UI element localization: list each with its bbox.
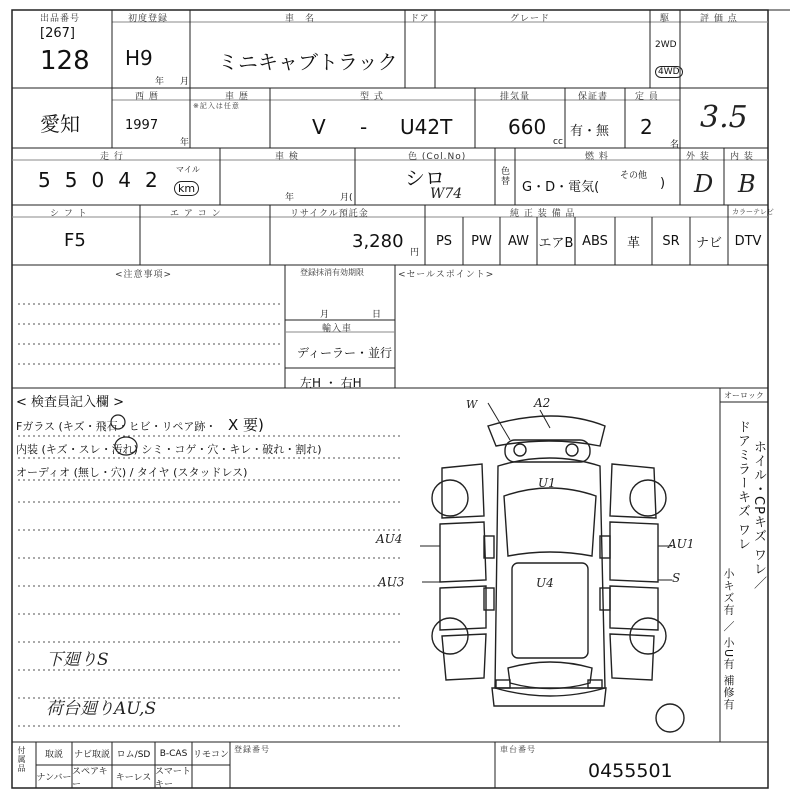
mileage-unit-km: km — [174, 181, 199, 196]
color-code: W74 — [430, 186, 463, 202]
door-label: ドア — [410, 14, 430, 24]
expiry-day-unit: 日 — [372, 310, 382, 320]
legend-column-2: ドアミラーキズ ワレ — [735, 420, 750, 552]
color-change-label: 色替 — [499, 166, 509, 186]
diagram-mark-right-rear: S — [672, 571, 681, 585]
car-name: ミニキャブトラック — [218, 50, 398, 74]
year-label: 西 暦 — [135, 92, 159, 102]
mileage-label: 走 行 — [100, 152, 124, 162]
option-manual: 取説 — [44, 750, 63, 760]
yen-unit: 円 — [410, 248, 420, 258]
displacement: 660 — [508, 115, 547, 139]
history-label: 車 歴 — [225, 92, 249, 102]
import-label: 輸入車 — [322, 324, 353, 334]
first-reg-month-unit: 月 — [180, 77, 190, 87]
color: シロ — [405, 166, 445, 190]
diagram-mark-bed: U4 — [536, 576, 554, 590]
shift: F5 — [64, 230, 86, 251]
first-registration: H9 — [125, 46, 153, 70]
region: 愛知 — [40, 112, 80, 136]
option-number-plate: ナンバー — [36, 773, 72, 783]
equipment-sr: SR — [662, 233, 680, 249]
option-keyless: キーレス — [115, 773, 152, 783]
ac-label: エ ア コ ン — [170, 209, 222, 219]
exterior-grade: D — [694, 170, 714, 198]
legend-header: オーロック — [724, 391, 764, 400]
equipment-abs: ABS — [582, 233, 608, 249]
recycle-label: リサイクル預託金 — [290, 209, 369, 219]
option-remote: リモコン — [192, 750, 229, 760]
mileage-digit: 5 — [64, 168, 92, 192]
lot-label: 出品番号 — [40, 14, 81, 24]
fuel-label: 燃 料 — [585, 152, 609, 162]
mileage-digit: 0 — [91, 168, 119, 192]
legend-column-1: ホイル・CPキズ ワレ／ — [751, 440, 766, 591]
option-navi-manual: ナビ取説 — [73, 750, 110, 760]
equipment-ps: PS — [435, 233, 453, 249]
model-dash: - — [360, 115, 368, 139]
year-unit: 年 — [180, 138, 190, 148]
capacity: 2 — [640, 115, 653, 139]
diagram-mark-left-rear: AU3 — [378, 575, 405, 589]
history-sub-label: ※記入は任意 — [193, 102, 240, 110]
model-label: 型 式 — [360, 92, 384, 102]
equipment-dtv: DTV — [734, 233, 762, 249]
displacement-label: 排気量 — [500, 92, 531, 102]
capacity-label: 定 員 — [635, 92, 659, 102]
mileage-digit: 2 — [144, 168, 172, 192]
color-label: 色 (Col.No) — [408, 152, 467, 162]
recycle-fee: 3,280 — [352, 231, 404, 252]
accessories-label: 付属品 — [17, 746, 26, 773]
option-rom-sd: ロム/SD — [116, 750, 151, 760]
diagram-mark-roof-front: A2 — [534, 396, 551, 410]
mileage-unit-mile: マイル — [176, 165, 200, 174]
equipment-pw: PW — [471, 233, 492, 249]
diagram-mark-left-door: AU4 — [376, 532, 403, 546]
import-type: ディーラー・並行 — [297, 346, 393, 360]
inspector-title: < 検査員記入欄 > — [16, 395, 125, 410]
warranty: 有・無 — [570, 124, 610, 139]
inspector-line-audio: オーディオ (無し・穴) / タイヤ (スタッドレス) — [16, 466, 248, 479]
inspector-line-glass: Fガラス (キズ・飛石・ヒビ・リペア跡・ — [16, 420, 217, 433]
first-reg-year-unit: 年 — [155, 77, 165, 87]
expiry-month-unit: 月 — [320, 310, 330, 320]
inspection-month-unit: 月( — [340, 193, 353, 203]
equipment-airbag: エアB — [538, 235, 574, 251]
color-tv-label: カラーテレビ — [732, 208, 774, 216]
fuel-other-label: その他 — [620, 171, 648, 181]
sales-point-label: <セールスポイント> — [398, 270, 495, 280]
option-spare-key: スペアキー — [72, 766, 108, 790]
interior-grade: B — [738, 170, 756, 198]
steering-side: 左H ・ 右H — [300, 376, 362, 390]
inspector-line-interior: 内装 (キズ・スレ・汚れ) シミ・コゲ・穴・キレ・破れ・割れ) — [16, 443, 322, 456]
score-label: 評 価 点 — [700, 14, 738, 24]
inspector-circle-marks — [0, 400, 200, 470]
chassis-number: 0455501 — [588, 760, 673, 782]
notes-label: <注意事項> — [115, 270, 173, 280]
lot-number: 128 — [40, 46, 90, 76]
registration-number-label: 登録番号 — [234, 745, 270, 754]
drive-label: 駆 — [660, 14, 671, 24]
diagram-mark-cabin: U1 — [538, 476, 556, 490]
equipment-navi: ナビ — [695, 235, 722, 251]
fuel-close: ) — [660, 176, 666, 191]
legend-column-3: 小キズ有 ／ 小U有 補修有 — [722, 568, 735, 711]
interior-label: 内 装 — [730, 152, 754, 162]
diagram-mark-right-door: AU1 — [668, 537, 695, 551]
inspection-year-unit: 年 — [285, 193, 295, 203]
option-bcas: B-CAS — [159, 748, 188, 759]
cc-unit: cc — [553, 137, 563, 147]
option-smart-key: スマートキー — [155, 766, 191, 790]
model-prefix: V — [312, 115, 326, 139]
mileage-digits — [38, 168, 172, 192]
warranty-label: 保証書 — [578, 92, 609, 102]
first-reg-label: 初度登録 — [128, 14, 169, 24]
model-code: U42T — [400, 115, 453, 139]
mileage-digit: 4 — [118, 168, 145, 192]
drive-4wd-circled: 4WD — [655, 66, 683, 78]
inspection-label: 車 検 — [275, 152, 299, 162]
lot-sub-number: [267] — [40, 26, 75, 41]
person-unit: 名 — [670, 140, 680, 150]
score-handwritten: 3.5 — [700, 100, 748, 135]
equipment-label: 純 正 装 備 品 — [510, 209, 576, 219]
grade-label: グレード — [510, 14, 551, 24]
inspector-line-glass-mark: X 要) — [228, 416, 264, 434]
drive-2wd: 2WD — [655, 40, 677, 50]
fuel: G・D・電気( — [522, 180, 600, 195]
mileage-digit: 5 — [38, 168, 65, 192]
exterior-label: 外 装 — [686, 152, 710, 162]
shift-label: シ フ ト — [50, 209, 88, 219]
car-name-label: 車 名 — [285, 14, 316, 24]
model-year: 1997 — [125, 118, 159, 133]
handwritten-bed-area: 荷台廻りAU,S — [46, 699, 157, 719]
equipment-leather: 革 — [626, 235, 640, 251]
expiry-label: 登録抹消有効期限 — [300, 268, 364, 277]
vehicle-diagram — [400, 388, 720, 742]
equipment-aw: AW — [507, 233, 530, 249]
diagram-mark-windshield: W — [466, 398, 478, 411]
handwritten-undercarriage: 下廻りS — [46, 650, 109, 670]
chassis-number-label: 車台番号 — [500, 745, 536, 754]
